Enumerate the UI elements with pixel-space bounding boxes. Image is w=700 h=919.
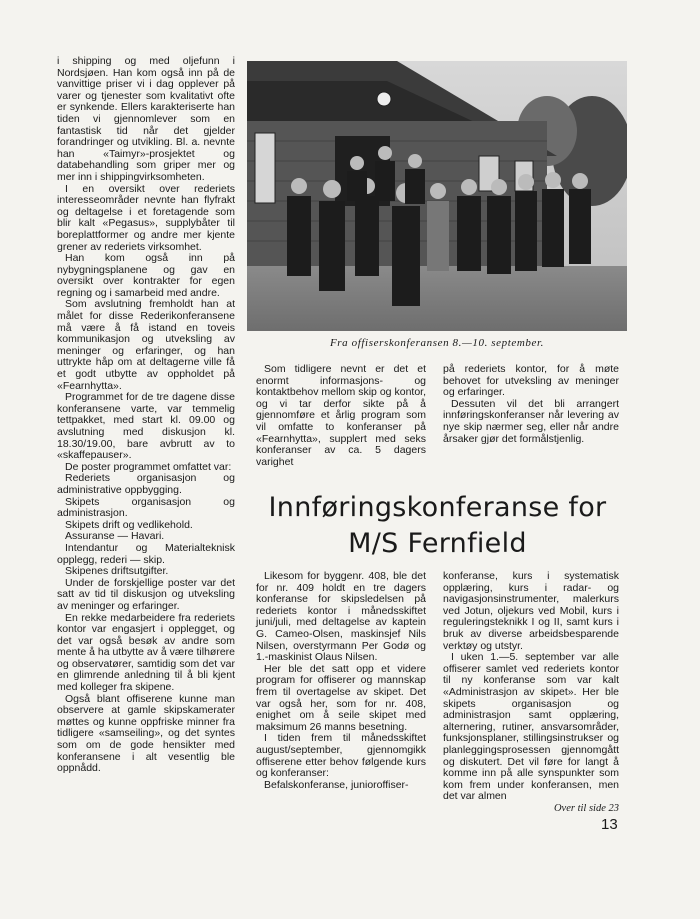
- mid-column-1: [256, 364, 426, 468]
- paragraph: Skipets organisasjon og administrasjon.: [57, 495, 235, 520]
- paragraph: Assuranse — Havari.: [65, 530, 165, 543]
- paragraph: Skipenes driftsutgifter.: [65, 565, 169, 578]
- left-text-column: [57, 56, 235, 775]
- paragraph: I tiden frem til månedsskiftet august/september, gjennomgikk offiserene etter behov følgende kurs og konferanser:: [256, 732, 426, 780]
- paragraph: De poster programmet omfattet var:: [65, 460, 232, 473]
- headline-line-1: Innføringskonferanse for: [268, 492, 607, 523]
- page-number: 13: [601, 816, 618, 833]
- paragraph: Under de forskjellige poster var det satt av tid til diskusjon og utveksling av meninger og erfaringer.: [57, 576, 235, 612]
- paragraph: Intendantur og Materialteknisk opplegg, rederi — skip.: [57, 541, 235, 566]
- photo-caption: Fra offiserskonferansen 8.—10. september.: [329, 337, 545, 349]
- mid-col1-paragraph: Som tidligere nevnt er det et enormt informasjons- og kontaktbehov mellom skip og kontor, og vi tar derfor sikte på å gjennomføre et årlig program som vil omfatte to konferanser på «Fearnhytta», supplert med seks konferanser av ca. 5 dagers varighet: [256, 363, 426, 468]
- paragraph: Dessuten vil det bli arrangert innføringskonferanser når levering av nye skip nærmer seg, eller når andre årsaker gjør det formålstjenlig.: [443, 397, 619, 445]
- paragraph: Han kom også inn på nybygningsplanene og gav en oversikt over kontrakter for egen regning og i samarbeid med andre.: [57, 252, 235, 299]
- continued-on-page-note: Over til side 23: [553, 802, 619, 814]
- paragraph: Også blant offiserene kunne man observere at gamle skipskamerater møttes og kunne oppfriske minner fra tidligere «samseiling», og det syntes som om de gode hensikter med konferansene i alt vesentlig ble oppnådd.: [57, 692, 235, 775]
- paragraph: En rekke medarbeidere fra rederiets kontor var engasjert i opplegget, og det var også besøk av andre som mente å ha utbytte av å være tilhørere og observatører, samtidig som det var en glimrende anledning til å bli kjent med kolleger fra skipene.: [57, 611, 236, 694]
- paragraph: Her ble det satt opp et videre program for offiserer og mannskap frem til overtagelse av skipet. Det var også her, som for nr. 408, enighet om å seile skipet med maksimum 26 manns besetning.: [256, 662, 426, 733]
- paragraph: Programmet for de tre dagene disse konferansene varte, var temmelig tettpakket, med start kl. 09.00 og avslutning med diskusjon kl. 18.30/19.00, bare avbrutt av to «skaffepauser».: [57, 391, 235, 462]
- paragraph: I uken 1.—5. september var alle offiserer samlet ved rederiets kontor til ny konferanse som var kalt «Administrasjon av skipet». Her ble skipets organisasjon og administrasjon samt opplæring, alternering, rutiner, ansvarsområder, funksjonsplaner, stillingsinstrukser og planleggingsprosessen gjennomgått og diskutert. Det vil føre for langt å komme inn på alle synspunkter som kom frem under konferansen, men det var almen: [443, 651, 619, 803]
- paragraph: i shipping og med oljefunn i Nordsjøen. Han kom også inn på de vanvittige priser vi i dag opplever på varer og tjenester som kvalitativt ofte er synkende. Ellers karakteriserte han tiden vi gjennomlever som en fantastisk tid når det gjelder forandringer og utvikling. Bl. a. nevnte han «Taimyr»-prosjektet og databehandling som griper mer og mer inn i shippingvirksomheten.: [57, 55, 235, 183]
- paragraph: Likesom for byggenr. 408, ble det for nr. 409 holdt en tre dagers konferanse for skipsledelsen på rederiets kontor i månedsskiftet juni/juli, med deltagelse av kaptein G. Cameo-Olsen, maskinsjef Nils Nilsen, overstyrmann Per Godø og 1.-maskinist Olaus Nilsen.: [256, 570, 426, 664]
- conference-group-photo: [247, 61, 627, 331]
- paragraph: Som avslutning fremholdt han at målet for disse Rederikonferansene må være å få istand en toveis kommunikasjon og utveksling av meninger og erfaringer, og han uttrykte håp om at deltagerne ville få et godt utbytte av oppholdet på «Fearnhytta».: [57, 298, 235, 392]
- article-headline: [250, 490, 625, 562]
- paragraph: på rederiets kontor, for å møte behovet for utveksling av meninger og erfaringer.: [443, 363, 619, 399]
- paragraph: Rederiets organisasjon og administrative oppbygging.: [57, 472, 235, 496]
- mid-column-2: [443, 364, 619, 445]
- paragraph: konferanse, kurs i systematisk opplæring, kurs i radar- og navigasjonsinstrumenter, malerkurs ved Jotun, oljekurs ved Mobil, kurs i reguleringsteknikk I og II, samt kurs i bruk av diverse arbeidsbesparende verktøy og utstyr.: [443, 570, 619, 652]
- article-column-1: [256, 571, 426, 791]
- headline-line-2: M/S Fernfield: [348, 528, 527, 559]
- article-column-2: [443, 571, 619, 814]
- paragraph: Befalskonferanse, junioroffiser-: [264, 778, 409, 791]
- paragraph: Skipets drift og vedlikehold.: [65, 518, 193, 531]
- paragraph: I en oversikt over rederiets interesseområder nevnte han flyfrakt og deltagelse i et foretagende som blir kalt «Pegasus», supplybåter til boreplattformer og andre mer kjente grener av rederiets virksomhet.: [57, 182, 235, 253]
- group-photo-illustration: [247, 61, 627, 331]
